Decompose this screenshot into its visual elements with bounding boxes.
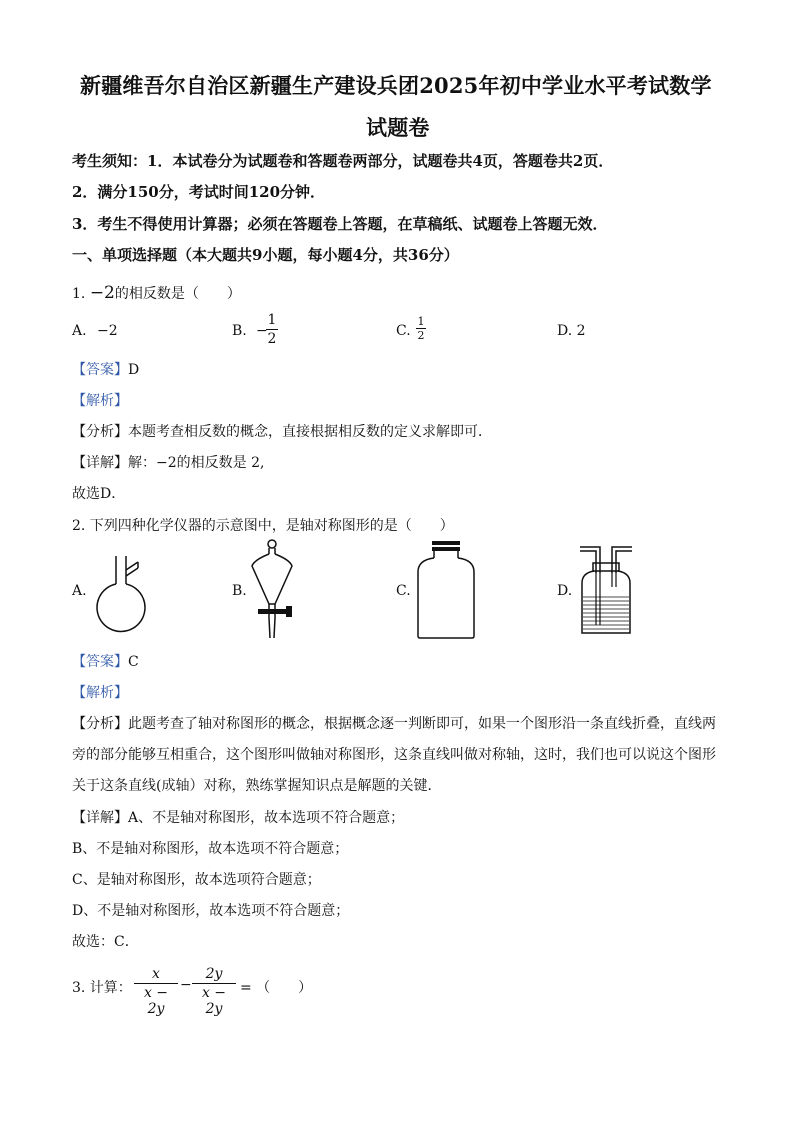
q3-fraction-2-denominator: x − 2y	[201, 985, 227, 1017]
q3-fraction-1	[134, 966, 178, 1017]
q2-stem: 2. 下列四种化学仪器的示意图中，是轴对称图形的是（ ）	[72, 518, 454, 534]
q1-fenxi	[72, 421, 492, 441]
q2-fenxi-text1: 此题考查了轴对称图形的概念，根据概念逐一判断即可，如果一个图形沿一条直线折叠，直线两	[128, 716, 716, 732]
reagent-bottle-icon	[414, 538, 478, 642]
q2-fenxi-tag: 【分析】	[72, 716, 128, 732]
q2-xiangjie-c: C、是轴对称图形，故本选项符合题意；	[72, 872, 321, 888]
q1-answer	[72, 359, 139, 379]
notice-line2: 2．满分150分，考试时间120分钟．	[72, 183, 326, 201]
q3-fraction-1-numerator: x	[152, 966, 160, 982]
q2-xiangjie-d: D、不是轴对称图形，故本选项不符合题意；	[72, 903, 350, 919]
q1-option-c-fraction	[416, 316, 426, 341]
q1-option-b-denominator: 2	[267, 331, 277, 347]
q1-option-b-sign: −	[256, 323, 268, 339]
q2-fenxi-line2: 旁的部分能够互相重合，这个图形叫做轴对称图形，这条直线叫做对称轴，这时，我们也可以说这个图形	[72, 747, 716, 763]
round-flask-icon	[86, 548, 146, 638]
q2-option-a-label: A.	[72, 583, 87, 599]
q2-xiangjie-a: A、不是轴对称图形，故本选项不符合题意；	[128, 810, 405, 826]
q1-stem	[72, 283, 241, 303]
q1-option-c-denominator: 2	[417, 329, 425, 342]
q3-fraction-2-numerator: 2y	[205, 966, 223, 982]
q1-option-a-value: −2	[97, 323, 118, 339]
q2-fenxi-line3: 关于这条直线(成轴）对称，熟练掌握知识点是解题的关键．	[72, 778, 442, 794]
q1-answer-tag: 【答案】	[72, 362, 128, 378]
q2-xiangjie-tag: 【详解】	[72, 810, 128, 826]
q2-conclusion: 故选：C．	[72, 934, 139, 950]
q1-fenxi-tag: 【分析】	[72, 424, 128, 440]
q1-option-c-numerator: 1	[417, 315, 425, 328]
q2-answer	[72, 651, 139, 671]
page-title-line1: 新疆维吾尔自治区新疆生产建设兵团2025年初中学业水平考试数学	[80, 73, 712, 98]
gas-washing-bottle-icon	[576, 543, 636, 639]
q1-fenxi-text: 本题考查相反数的概念，直接根据相反数的定义求解即可．	[128, 424, 492, 440]
q1-analysis-tag: 【解析】	[72, 393, 128, 409]
section-heading: 一、单项选择题（本大题共9小题，每小题4分，共36分）	[72, 246, 459, 264]
q1-option-b-fraction	[266, 312, 278, 347]
page-title-line2: 试题卷	[366, 115, 430, 140]
q2-answer-value: C	[128, 654, 139, 670]
q2-option-c-label: C.	[396, 583, 411, 599]
q2-xiangjie-b: B、不是轴对称图形，故本选项不符合题意；	[72, 841, 349, 857]
q2-xiangjie	[72, 807, 404, 827]
q1-option-b-label: B.	[232, 323, 247, 339]
q1-text: 的相反数是（ ）	[114, 286, 241, 302]
q1-option-b-numerator: 1	[267, 312, 277, 328]
q1-xiangjie	[72, 452, 264, 472]
q1-option-a-label: A.	[72, 323, 87, 339]
q1-math: −2	[89, 283, 115, 303]
q2-analysis-tag: 【解析】	[72, 685, 128, 701]
q1-xiangjie-tag: 【详解】	[72, 455, 128, 471]
q1-option-a	[72, 323, 118, 339]
q1-xiangjie-text: 解：−2的相反数是 2,	[128, 455, 265, 471]
q3-fraction-2	[192, 966, 236, 1017]
separatory-funnel-icon	[248, 538, 298, 642]
q1-number: 1.	[72, 286, 86, 302]
q1-option-d: D. 2	[557, 323, 586, 339]
q1-conclusion: 故选D．	[72, 486, 126, 502]
q3-stem-suffix: = （ ）	[240, 980, 313, 996]
q3-minus: −	[180, 977, 192, 993]
q1-answer-value: D	[128, 362, 140, 378]
q3-fraction-1-denominator: x − 2y	[143, 985, 169, 1017]
notice-line1: 考生须知：1．本试卷分为试题卷和答题卷两部分，试题卷共4页，答题卷共2页．	[72, 152, 614, 170]
q2-option-d-label: D.	[557, 583, 573, 599]
notice-line3: 3．考生不得使用计算器；必须在答题卷上答题，在草稿纸、试题卷上答题无效．	[72, 215, 608, 233]
q2-option-b-label: B.	[232, 583, 247, 599]
q2-fenxi-line1	[72, 713, 716, 733]
q2-answer-tag: 【答案】	[72, 654, 128, 670]
q1-option-c-label: C.	[396, 323, 411, 339]
q3-stem-prefix: 3. 计算：	[72, 980, 132, 996]
